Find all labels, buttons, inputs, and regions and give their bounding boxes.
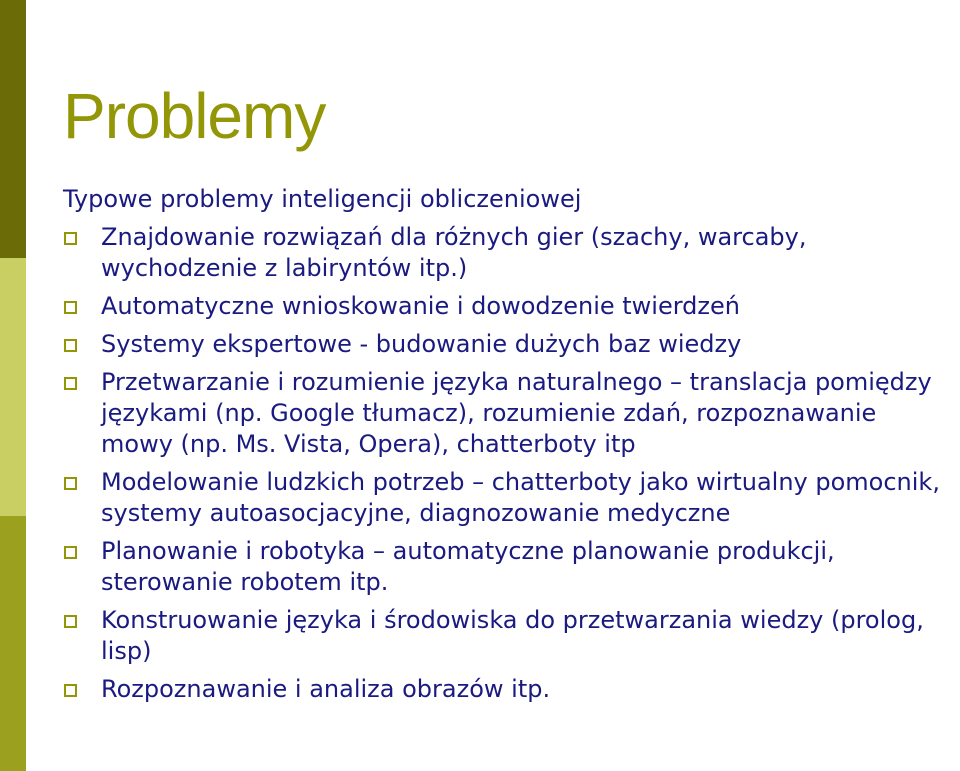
list-item xyxy=(63,536,953,598)
side-stripe-middle xyxy=(0,258,26,516)
square-bullet-icon xyxy=(64,546,77,559)
list-item-text: Znajdowanie rozwiązań dla różnych gier (szachy, warcaby, wychodzenie z labiryntów itp.) xyxy=(101,223,807,282)
slide-title: Problemy xyxy=(63,80,326,152)
list-item-text: Automatyczne wnioskowanie i dowodzenie twierdzeń xyxy=(101,292,740,320)
intro-text: Typowe problemy inteligencji obliczeniowej xyxy=(63,185,582,213)
square-bullet-icon xyxy=(64,339,77,352)
list-item xyxy=(63,467,953,529)
side-stripe-top xyxy=(0,0,26,258)
side-stripe-bottom xyxy=(0,516,26,771)
list-item xyxy=(63,222,953,284)
square-bullet-icon xyxy=(64,477,77,490)
list-item-text: Planowanie i robotyka – automatyczne planowanie produkcji, sterowanie robotem itp. xyxy=(101,537,835,596)
square-bullet-icon xyxy=(64,301,77,314)
square-bullet-icon xyxy=(64,684,77,697)
list-item xyxy=(63,367,953,460)
slide-content xyxy=(63,184,953,705)
list-item xyxy=(63,291,953,322)
list-item-text: Konstruowanie języka i środowiska do przetwarzania wiedzy (prolog, lisp) xyxy=(101,606,924,665)
list-item-text: Rozpoznawanie i analiza obrazów itp. xyxy=(101,675,551,703)
list-item-text: Systemy ekspertowe - budowanie dużych baz wiedzy xyxy=(101,330,742,358)
list-item-text: Przetwarzanie i rozumienie języka naturalnego – translacja pomiędzy językami (np. Google tłumacz), rozumienie zdań, rozpoznawanie mowy (np. Ms. Vista, Opera), chatterboty itp xyxy=(101,368,932,458)
square-bullet-icon xyxy=(64,615,77,628)
list-item xyxy=(63,605,953,667)
square-bullet-icon xyxy=(64,232,77,245)
list-item-text: Modelowanie ludzkich potrzeb – chatterboty jako wirtualny pomocnik, systemy autoasocjacyjne, diagnozowanie medyczne xyxy=(101,468,940,527)
bullet-list xyxy=(63,222,953,705)
square-bullet-icon xyxy=(64,377,77,390)
list-item xyxy=(63,674,953,705)
list-item xyxy=(63,329,953,360)
